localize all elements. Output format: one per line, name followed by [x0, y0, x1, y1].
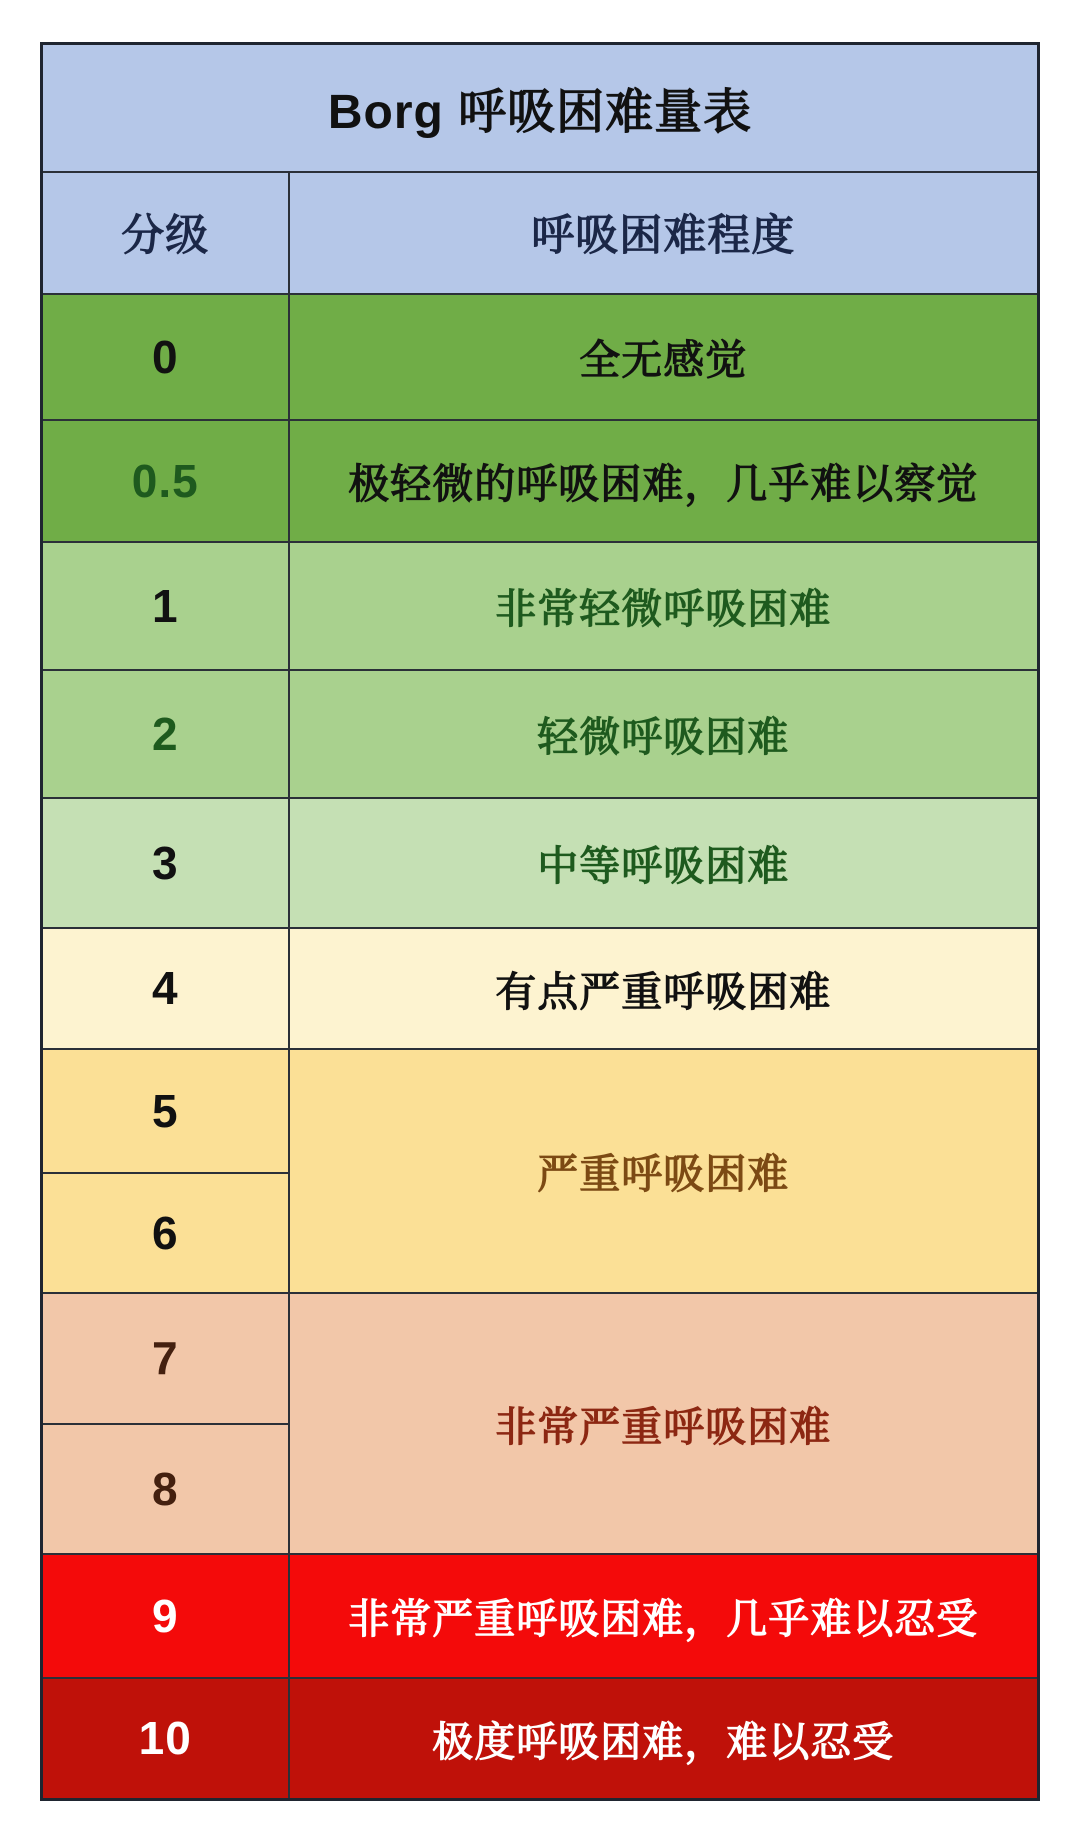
table-title: Borg 呼吸困难量表	[42, 44, 1039, 172]
column-header-grade: 分级	[42, 172, 289, 294]
severity-cell-0-5: 极轻微的呼吸困难，几乎难以察觉	[289, 420, 1039, 542]
table-row	[42, 420, 1039, 542]
severity-cell-5-6: 严重呼吸困难	[289, 1049, 1039, 1293]
grade-cell-10: 10	[42, 1678, 289, 1800]
grade-cell-2: 2	[42, 670, 289, 798]
table-row	[42, 798, 1039, 928]
table-row	[42, 1554, 1039, 1678]
grade-cell-8: 8	[42, 1424, 289, 1554]
column-header-severity: 呼吸困难程度	[289, 172, 1039, 294]
table-row	[42, 542, 1039, 670]
grade-cell-0: 0	[42, 294, 289, 420]
severity-cell-2: 轻微呼吸困难	[289, 670, 1039, 798]
severity-cell-1: 非常轻微呼吸困难	[289, 542, 1039, 670]
table-row	[42, 1049, 1039, 1173]
grade-cell-0-5: 0.5	[42, 420, 289, 542]
table-row	[42, 1293, 1039, 1424]
severity-cell-9: 非常严重呼吸困难，几乎难以忍受	[289, 1554, 1039, 1678]
grade-cell-4: 4	[42, 928, 289, 1049]
grade-cell-5: 5	[42, 1049, 289, 1173]
severity-cell-10: 极度呼吸困难，难以忍受	[289, 1678, 1039, 1800]
borg-dyspnea-table	[40, 42, 1040, 1801]
severity-cell-4: 有点严重呼吸困难	[289, 928, 1039, 1049]
table-row	[42, 928, 1039, 1049]
severity-cell-0: 全无感觉	[289, 294, 1039, 420]
severity-cell-7-8: 非常严重呼吸困难	[289, 1293, 1039, 1554]
table-row	[42, 670, 1039, 798]
table-row	[42, 1678, 1039, 1800]
grade-cell-1: 1	[42, 542, 289, 670]
grade-cell-6: 6	[42, 1173, 289, 1293]
table-row	[42, 294, 1039, 420]
grade-cell-9: 9	[42, 1554, 289, 1678]
grade-cell-3: 3	[42, 798, 289, 928]
grade-cell-7: 7	[42, 1293, 289, 1424]
severity-cell-3: 中等呼吸困难	[289, 798, 1039, 928]
